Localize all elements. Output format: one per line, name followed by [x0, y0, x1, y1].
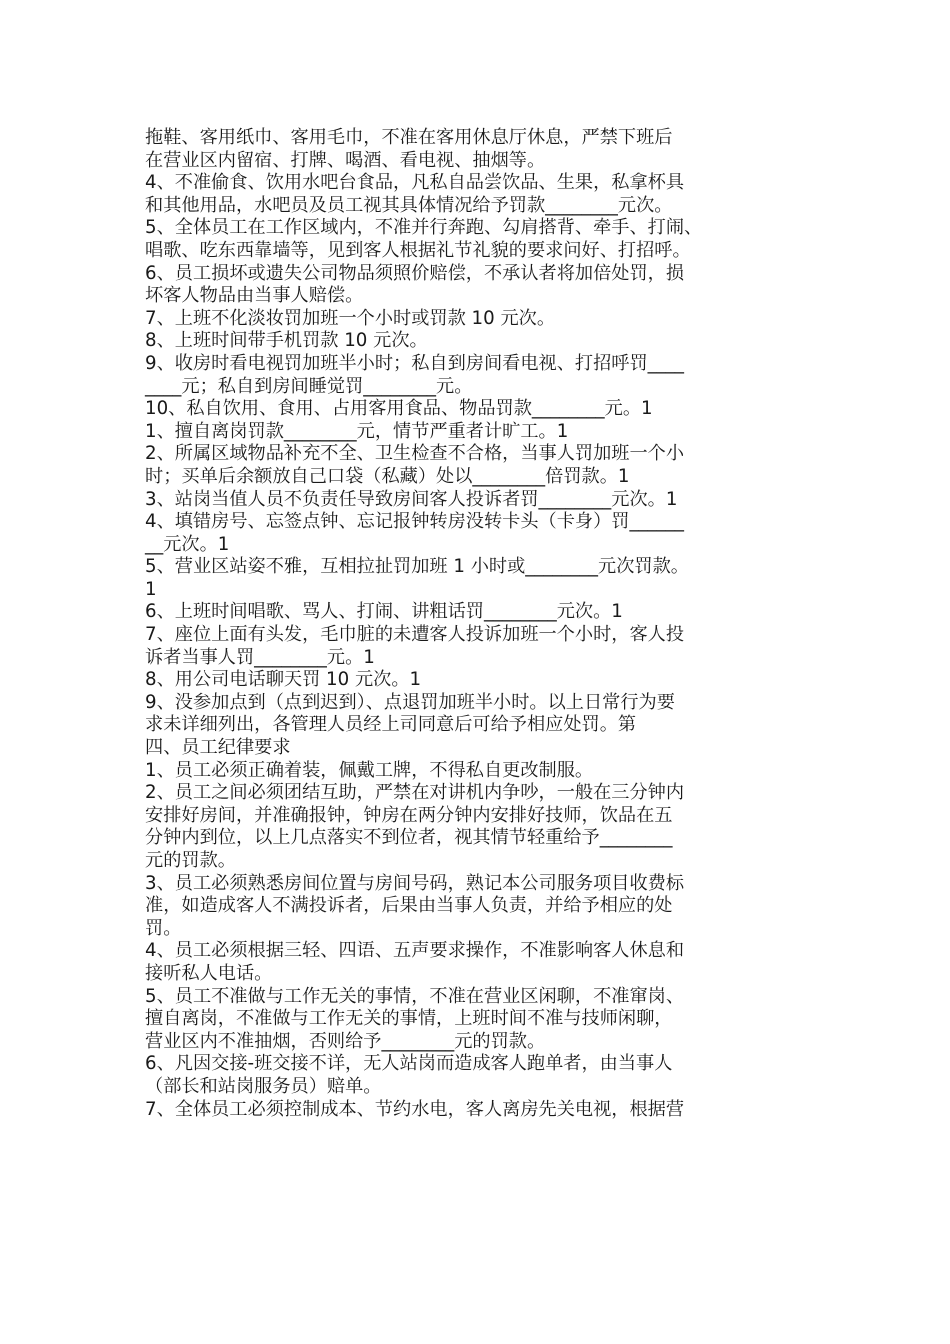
text-line: 7、上班不化淡妆罚加班一个小时或罚款 10 元次。	[145, 307, 556, 329]
text-line: 罚。	[145, 917, 182, 939]
text-line: 时；买单后余额放自己口袋（私藏）处以________倍罚款。1	[145, 465, 630, 487]
text-line: 在营业区内留宿、打牌、喝酒、看电视、抽烟等。	[145, 149, 546, 171]
text-line: 6、上班时间唱歌、骂人、打闹、讲粗话罚________元次。1	[145, 601, 623, 623]
section-heading: 四、员工纪律要求	[145, 737, 291, 759]
text-line: 3、员工必须熟悉房间位置与房间号码，熟记本公司服务项目收费标	[145, 872, 685, 894]
document-body	[145, 127, 815, 1121]
text-line: 擅自离岗，不准做与工作无关的事情，上班时间不准与技师闲聊，	[145, 1008, 673, 1030]
text-line: 10、私自饮用、食用、占用客用食品、物品罚款________元。1	[145, 398, 653, 420]
text-line: 2、员工之间必须团结互助，严禁在对讲机内争吵，一般在三分钟内	[145, 782, 685, 804]
text-line: 8、上班时间带手机罚款 10 元次。	[145, 330, 428, 352]
text-line: 坏客人物品由当事人赔偿。	[145, 285, 364, 307]
text-line: 3、站岗当值人员不负责任导致房间客人投诉者罚________元次。1	[145, 488, 678, 510]
text-line: 8、用公司电话聊天罚 10 元次。1	[145, 669, 422, 691]
text-line: 安排好房间，并准确报钟，钟房在两分钟内安排好技师，饮品在五	[145, 804, 673, 826]
text-line: 2、所属区域物品补充不全、卫生检查不合格，当事人罚加班一个小	[145, 443, 685, 465]
text-line: 1	[145, 578, 157, 600]
text-line: 9、收房时看电视罚加班半小时；私自到房间看电视、打招呼罚____	[145, 352, 685, 374]
text-line: 6、员工损坏或遗失公司物品须照价赔偿，不承认者将加倍处罚，损	[145, 262, 685, 284]
text-line: 营业区内不准抽烟，否则给予________元的罚款。	[145, 1030, 546, 1052]
text-line: 4、不准偷食、饮用水吧台食品，凡私自品尝饮品、生果，私拿杯具	[145, 172, 685, 194]
text-line: 6、凡因交接-班交接不详，无人站岗而造成客人跑单者，由当事人	[145, 1053, 673, 1075]
text-line: （部长和站岗服务员）赔单。	[145, 1075, 382, 1097]
text-line: 准，如造成客人不满投诉者，后果由当事人负责，并给予相应的处	[145, 895, 673, 917]
text-line: 求未详细列出，各管理人员经上司同意后可给予相应处罚。第	[145, 714, 637, 736]
text-line: 唱歌、吃东西靠墙等，见到客人根据礼节礼貌的要求问好、打招呼。	[145, 239, 691, 261]
text-line: 接听私人电话。	[145, 962, 273, 984]
text-line: 1、擅自离岗罚款________元，情节严重者计旷工。1	[145, 420, 569, 442]
text-line: 5、员工不准做与工作无关的事情，不准在营业区闲聊，不准窜岗、	[145, 985, 685, 1007]
text-line: 7、全体员工必须控制成本、节约水电，客人离房先关电视，根据营	[145, 1098, 685, 1120]
text-line: 5、营业区站姿不雅，互相拉扯罚加班 1 小时或________元次罚款。	[145, 556, 689, 578]
text-line: 9、没参加点到（点到迟到）、点退罚加班半小时。以上日常行为要	[145, 691, 675, 713]
text-line: 1、员工必须正确着装，佩戴工牌，不得私自更改制服。	[145, 759, 594, 781]
text-line: 诉者当事人罚________元。1	[145, 646, 375, 668]
text-line: 拖鞋、客用纸巾、客用毛巾，不准在客用休息厅休息，严禁下班后	[145, 127, 673, 148]
text-line: ____元；私自到房间睡觉罚________元。	[145, 375, 473, 397]
text-line: 元的罚款。	[145, 850, 236, 871]
text-line: 7、座位上面有头发，毛巾脏的未遭客人投诉加班一个小时，客人投	[145, 624, 685, 646]
text-line: 5、全体员工在工作区域内，不准并行奔跑、勾肩搭背、牵手、打闹、	[145, 217, 703, 239]
text-line: 分钟内到位，以上几点落实不到位者，视其情节轻重给予________	[145, 827, 673, 849]
text-line: 和其他用品，水吧员及员工视其具体情况给予罚款________元次。	[145, 194, 673, 216]
text-line: __元次。1	[145, 533, 230, 555]
text-line: 4、填错房号、忘签点钟、忘记报钟转房没转卡头（卡身）罚______	[145, 511, 685, 533]
text-line: 4、员工必须根据三轻、四语、五声要求操作，不准影响客人休息和	[145, 940, 685, 962]
